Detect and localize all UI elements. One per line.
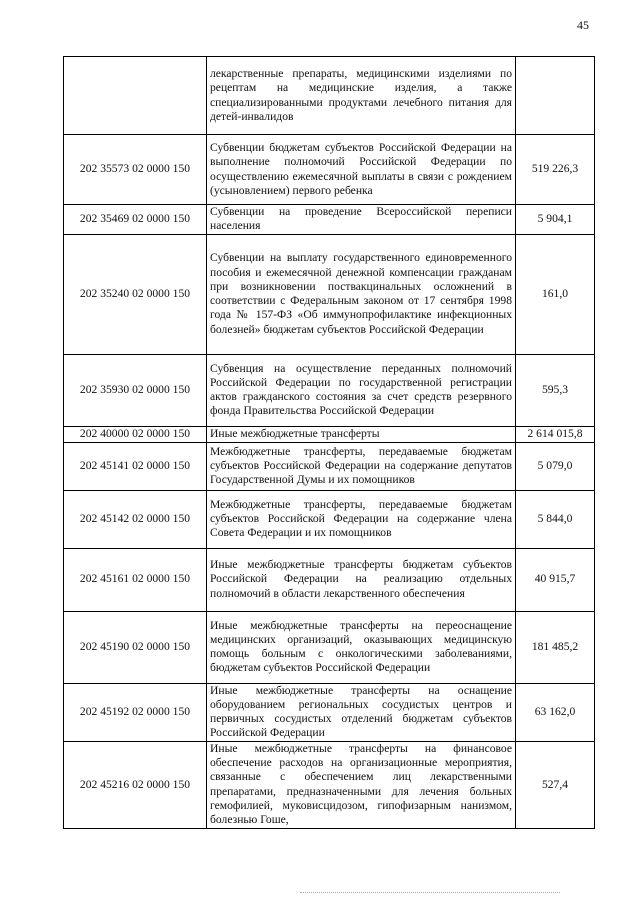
amount-cell <box>516 57 595 135</box>
code-cell: 202 45142 02 0000 150 <box>64 490 207 548</box>
code-cell: 202 40000 02 0000 150 <box>64 426 207 442</box>
amount-cell: 2 614 015,8 <box>516 426 595 442</box>
table-row <box>64 548 595 611</box>
table-row <box>64 741 595 828</box>
table-row <box>64 234 595 354</box>
amount-cell: 161,0 <box>516 234 595 354</box>
name-cell: Межбюджетные трансферты, передаваемые бюджетам субъектов Российской Федерации на содержание депутатов Государственной Думы и их помощников <box>207 442 516 490</box>
table-row <box>64 683 595 741</box>
name-cell: Субвенции бюджетам субъектов Российской Федерации на выполнение полномочий Российской Федерации по осуществлению ежемесячной выплаты в связи с рождением (усыновлением) первого ребенка <box>207 135 516 205</box>
code-cell: 202 45192 02 0000 150 <box>64 683 207 741</box>
code-cell: 202 35240 02 0000 150 <box>64 234 207 354</box>
table-row <box>64 354 595 426</box>
table-row <box>64 442 595 490</box>
name-cell: Субвенция на осуществление переданных полномочий Российской Федерации по государственной регистрации актов гражданского состояния за счет средств резервного фонда Правительства Российской Федерации <box>207 354 516 426</box>
page-number: 45 <box>577 18 589 32</box>
code-cell: 202 35573 02 0000 150 <box>64 135 207 205</box>
amount-cell: 63 162,0 <box>516 683 595 741</box>
amount-cell: 5 904,1 <box>516 205 595 235</box>
amount-cell: 519 226,3 <box>516 135 595 205</box>
name-cell: Иные межбюджетные трансферты бюджетам субъектов Российской Федерации на реализацию отдельных полномочий в области лекарственного обеспечения <box>207 548 516 611</box>
table-row <box>64 490 595 548</box>
amount-cell: 527,4 <box>516 741 595 828</box>
table-row <box>64 426 595 442</box>
amount-cell: 5 844,0 <box>516 490 595 548</box>
table-row <box>64 611 595 683</box>
code-cell: 202 45190 02 0000 150 <box>64 611 207 683</box>
code-cell: 202 45216 02 0000 150 <box>64 741 207 828</box>
code-cell <box>64 57 207 135</box>
name-cell: Иные межбюджетные трансферты на оснащение оборудованием региональных сосудистых центров и первичных сосудистых отделений бюджетам субъектов Российской Федерации <box>207 683 516 741</box>
code-cell: 202 45161 02 0000 150 <box>64 548 207 611</box>
budget-table <box>63 56 595 829</box>
code-cell: 202 45141 02 0000 150 <box>64 442 207 490</box>
amount-cell: 595,3 <box>516 354 595 426</box>
name-cell: Субвенции на проведение Всероссийской переписи населения <box>207 205 516 235</box>
code-cell: 202 35469 02 0000 150 <box>64 205 207 235</box>
table-row <box>64 135 595 205</box>
amount-cell: 5 079,0 <box>516 442 595 490</box>
code-cell: 202 35930 02 0000 150 <box>64 354 207 426</box>
name-cell: Иные межбюджетные трансферты на финансовое обеспечение расходов на организационные мероприятия, связанные с обеспечением лиц лекарственными препаратами, предназначенными для лечения больных гемофилией, муковисцидозом, гипофизарным нанизмом, болезнью Гоше, <box>207 741 516 828</box>
name-cell: Иные межбюджетные трансферты на переоснащение медицинских организаций, оказывающих медицинскую помощь больным с онкологическими заболеваниями, бюджетам субъектов Российской Федерации <box>207 611 516 683</box>
amount-cell: 40 915,7 <box>516 548 595 611</box>
table-row <box>64 57 595 135</box>
table-body <box>64 57 595 829</box>
name-cell: Межбюджетные трансферты, передаваемые бюджетам субъектов Российской Федерации на содержание члена Совета Федерации и их помощников <box>207 490 516 548</box>
name-cell: Субвенции на выплату государственного единовременного пособия и ежемесячной денежной компенсации гражданам при возникновении поствакцинальных осложнений в соответствии с Федеральным законом от 17 сентября 1998 года № 157-ФЗ «Об иммунопрофилактике инфекционных болезней» бюджетам субъектов Российской Федерации <box>207 234 516 354</box>
table-row <box>64 205 595 235</box>
name-cell: лекарственные препараты, медицинскими изделиями по рецептам на медицинские изделия, а также специализированными продуктами лечебного питания для детей-инвалидов <box>207 57 516 135</box>
amount-cell: 181 485,2 <box>516 611 595 683</box>
scan-artifact <box>300 892 560 897</box>
name-cell: Иные межбюджетные трансферты <box>207 426 516 442</box>
